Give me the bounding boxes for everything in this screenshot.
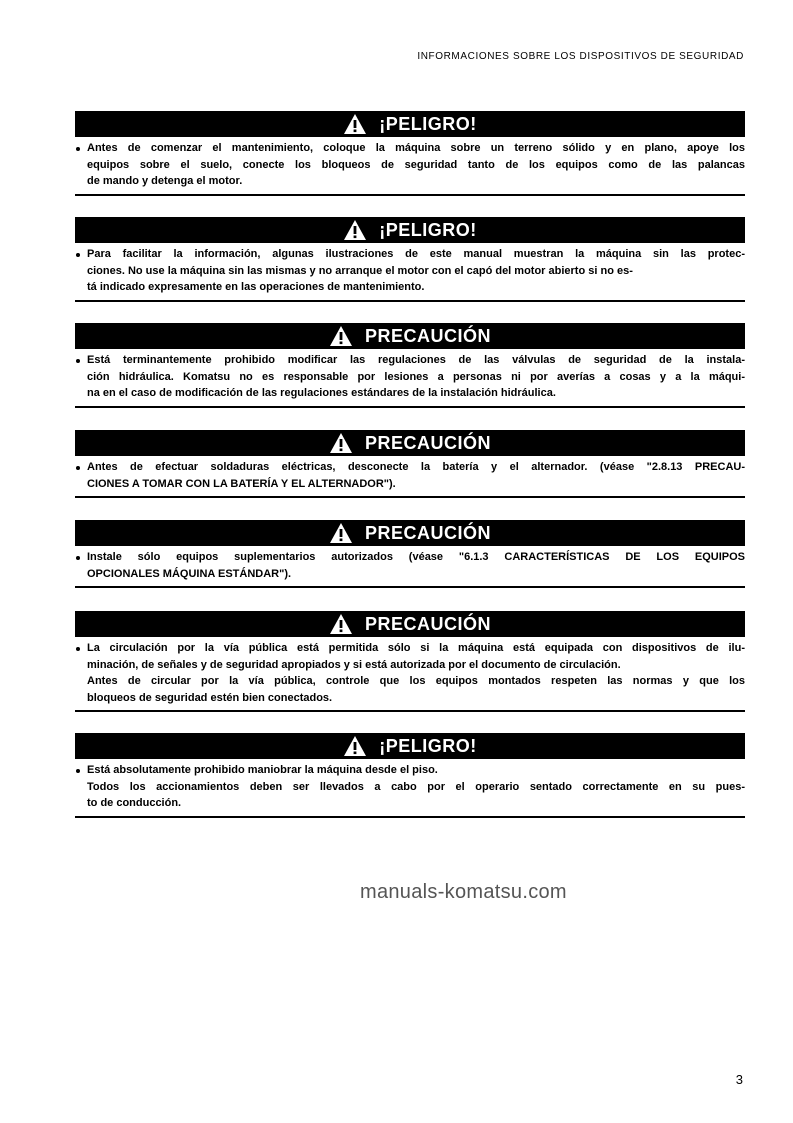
warning-triangle-icon	[329, 522, 353, 544]
bullet-icon	[76, 556, 80, 560]
bullet-icon	[76, 769, 80, 773]
safety-notice-caution	[75, 430, 745, 498]
notice-body	[75, 546, 745, 586]
notice-text-line: Antes de circular por la vía pública, controle que los equipos montados respeten las normas y que los	[87, 675, 745, 687]
safety-notice-danger	[75, 217, 745, 302]
notice-header	[75, 430, 745, 456]
notice-text-line: bloqueos de seguridad estén bien conectados.	[87, 691, 333, 704]
notice-text-line: minación, de señales y de seguridad apropiados y si está autorizada por el documento de circulación.	[87, 658, 621, 671]
bullet-icon	[76, 253, 80, 257]
bullet-icon	[76, 466, 80, 470]
warning-triangle-icon	[329, 325, 353, 347]
notice-body	[75, 637, 745, 710]
notice-header	[75, 520, 745, 546]
notice-text-line: Todos los accionamientos deben ser llevados a cabo por el operario sentado correctamente en su pues-	[87, 780, 745, 793]
notice-body	[75, 243, 745, 300]
bullet-icon	[76, 647, 80, 651]
bullet-icon	[76, 147, 80, 151]
notice-text-line: na en el caso de modificación de las regulaciones estándares de la instalación hidráulica.	[87, 387, 556, 399]
notice-header	[75, 323, 745, 349]
warning-triangle-icon	[343, 735, 367, 757]
notice-text-line: Instale sólo equipos suplementarios autorizados (véase "6.1.3 CARACTERÍSTICAS DE LOS EQUIPOS	[75, 549, 745, 566]
notice-text-line: ción hidráulica. Komatsu no es responsable por lesiones a personas ni por averías a cosas y a la máqui-	[87, 370, 745, 383]
divider	[75, 194, 745, 196]
watermark: manuals-komatsu.com	[360, 881, 567, 903]
notice-title: ¡PELIGRO!	[379, 735, 477, 756]
notice-header	[75, 111, 745, 137]
notice-text-line: CIONES A TOMAR CON LA BATERÍA Y EL ALTERNADOR").	[87, 477, 396, 490]
notice-text-line: equipos sobre el suelo, conecte los bloqueos de seguridad tanto de los equipos como de las palancas	[87, 158, 745, 171]
divider	[75, 406, 745, 408]
page-number: 3	[735, 1072, 743, 1087]
running-header: INFORMACIONES SOBRE LOS DISPOSITIVOS DE SEGURIDAD	[417, 51, 744, 62]
notice-body	[75, 456, 745, 496]
notice-text-line: Antes de efectuar soldaduras eléctricas, desconecte la batería y el alternador. (véase "2.8.13 PRECAU-	[75, 459, 745, 476]
notice-title: PRECAUCIÓN	[364, 432, 491, 453]
divider	[75, 816, 745, 818]
divider	[75, 300, 745, 302]
notice-text-line: La circulación por la vía pública está permitida sólo si la máquina está equipada con dispositivos de ilu-	[75, 640, 745, 657]
notice-body	[75, 349, 745, 406]
notice-text-line: Está terminantemente prohibido modificar las regulaciones de las válvulas de seguridad de la instala-	[75, 352, 745, 369]
warning-triangle-icon	[329, 613, 353, 635]
safety-notice-danger	[75, 111, 745, 196]
notice-title: PRECAUCIÓN	[364, 613, 491, 634]
notice-text-line: ciones. No use la máquina sin las mismas y no arranque el motor con el capó del motor abierto si no es-	[87, 264, 633, 277]
notice-header	[75, 611, 745, 637]
notice-title: PRECAUCIÓN	[364, 325, 491, 346]
notice-header	[75, 217, 745, 243]
divider	[75, 496, 745, 498]
warning-triangle-icon	[343, 113, 367, 135]
safety-notice-caution	[75, 323, 745, 408]
divider	[75, 586, 745, 588]
notice-title: PRECAUCIÓN	[364, 522, 491, 543]
notice-text-line: Está absolutamente prohibido maniobrar la máquina desde el piso.	[75, 762, 745, 779]
notice-header	[75, 733, 745, 759]
notice-title: ¡PELIGRO!	[379, 219, 477, 240]
warning-triangle-icon	[329, 432, 353, 454]
notice-text-line: tá indicado expresamente en las operaciones de mantenimiento.	[87, 281, 425, 293]
notice-text-line: OPCIONALES MÁQUINA ESTÁNDAR").	[87, 567, 292, 580]
notice-text-line: to de conducción.	[87, 797, 182, 809]
notice-title: ¡PELIGRO!	[379, 113, 477, 134]
warning-triangle-icon	[343, 219, 367, 241]
safety-notice-caution	[75, 611, 745, 712]
notice-text-line: Para facilitar la información, algunas ilustraciones de este manual muestran la máquina sin las protec-	[75, 246, 745, 263]
notice-text-line: de mando y detenga el motor.	[87, 175, 243, 187]
safety-notice-danger	[75, 733, 745, 818]
notice-body	[75, 759, 745, 816]
notice-text-line: Antes de comenzar el mantenimiento, coloque la máquina sobre un terreno sólido y en plano, apoye los	[75, 140, 745, 157]
notice-body	[75, 137, 745, 194]
bullet-icon	[76, 359, 80, 363]
divider	[75, 710, 745, 712]
safety-notice-caution	[75, 520, 745, 588]
